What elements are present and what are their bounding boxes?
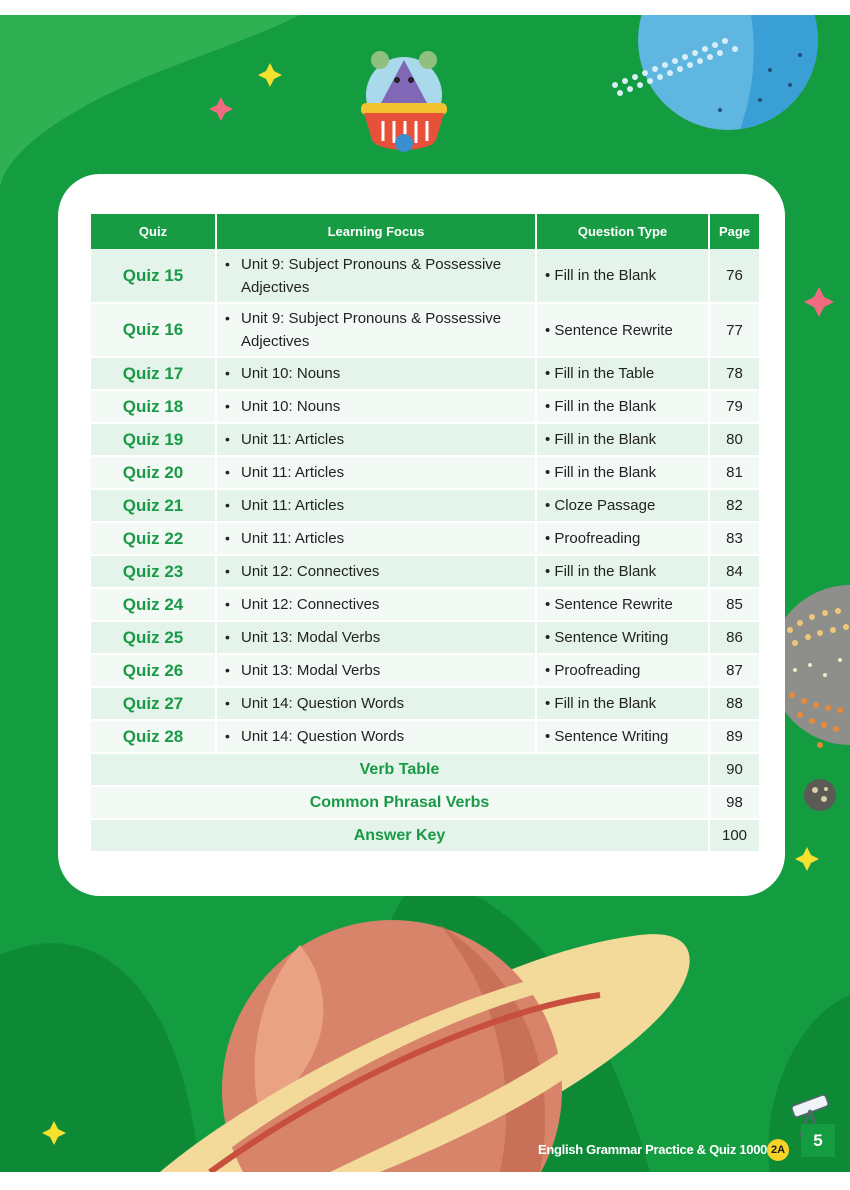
header-learning-focus: Learning Focus <box>216 214 536 249</box>
learning-focus: • Unit 13: Modal Verbs <box>216 621 536 654</box>
page-number: 83 <box>709 522 759 555</box>
table-row <box>91 390 759 423</box>
learning-focus: • Unit 13: Modal Verbs <box>216 654 536 687</box>
quiz-number: Quiz 22 <box>91 522 216 555</box>
page-number-box: 5 <box>801 1124 835 1157</box>
quiz-number: Quiz 17 <box>91 357 216 390</box>
learning-focus: • Unit 14: Question Words <box>216 720 536 753</box>
table-row <box>91 522 759 555</box>
sparkle-icon <box>804 287 834 317</box>
learning-focus: • Unit 12: Connectives <box>216 588 536 621</box>
quiz-number: Quiz 18 <box>91 390 216 423</box>
question-type: • Fill in the Table <box>536 357 709 390</box>
book-title: English Grammar Practice & Quiz 1000 <box>538 1142 768 1157</box>
page-number: 77 <box>709 303 759 357</box>
question-type: • Fill in the Blank <box>536 423 709 456</box>
table-row <box>91 357 759 390</box>
sparkle-icon <box>209 97 233 121</box>
learning-focus: • Unit 12: Connectives <box>216 555 536 588</box>
quiz-number: Quiz 24 <box>91 588 216 621</box>
table-row <box>91 489 759 522</box>
learning-focus: • Unit 9: Subject Pronouns & Possessive Adjectives <box>216 303 536 357</box>
table-row <box>91 621 759 654</box>
question-type: • Proofreading <box>536 654 709 687</box>
table-row <box>91 303 759 357</box>
page-number: 87 <box>709 654 759 687</box>
table-row <box>91 249 759 303</box>
learning-focus: • Unit 9: Subject Pronouns & Possessive Adjectives <box>216 249 536 303</box>
question-type: • Sentence Rewrite <box>536 303 709 357</box>
table-row <box>91 555 759 588</box>
table-row <box>91 456 759 489</box>
table-row <box>91 753 759 786</box>
page-number: 81 <box>709 456 759 489</box>
page-number: 82 <box>709 489 759 522</box>
quiz-number: Quiz 28 <box>91 720 216 753</box>
question-type: • Fill in the Blank <box>536 390 709 423</box>
page-number: 89 <box>709 720 759 753</box>
page-number: 88 <box>709 687 759 720</box>
question-type: • Sentence Rewrite <box>536 588 709 621</box>
question-type: • Fill in the Blank <box>536 687 709 720</box>
alien-mascot-icon <box>361 51 447 152</box>
table-header-row <box>91 214 759 249</box>
learning-focus: • Unit 10: Nouns <box>216 390 536 423</box>
header-question-type: Question Type <box>536 214 709 249</box>
question-type: • Cloze Passage <box>536 489 709 522</box>
quiz-number: Quiz 19 <box>91 423 216 456</box>
planet-icon <box>612 15 818 130</box>
learning-focus: • Unit 11: Articles <box>216 423 536 456</box>
moon-icon <box>804 779 836 811</box>
question-type: • Sentence Writing <box>536 621 709 654</box>
header-page: Page <box>709 214 759 249</box>
learning-focus: • Unit 14: Question Words <box>216 687 536 720</box>
page-number: 85 <box>709 588 759 621</box>
quiz-number: Quiz 15 <box>91 249 216 303</box>
page-number: 84 <box>709 555 759 588</box>
page-number: 90 <box>709 753 759 786</box>
learning-focus: • Unit 11: Articles <box>216 456 536 489</box>
quiz-number: Quiz 16 <box>91 303 216 357</box>
quiz-number: Quiz 27 <box>91 687 216 720</box>
page-bottom-margin <box>0 1172 850 1190</box>
question-type: • Proofreading <box>536 522 709 555</box>
table-row <box>91 588 759 621</box>
question-type: • Fill in the Blank <box>536 555 709 588</box>
sparkle-icon <box>258 63 282 87</box>
sparkle-icon <box>795 847 819 871</box>
quiz-number: Quiz 26 <box>91 654 216 687</box>
question-type: • Sentence Writing <box>536 720 709 753</box>
page-number: 79 <box>709 390 759 423</box>
level-badge: 2A <box>767 1139 789 1161</box>
page-number: 80 <box>709 423 759 456</box>
contents-table <box>91 214 759 853</box>
table-row <box>91 654 759 687</box>
question-type: • Fill in the Blank <box>536 456 709 489</box>
page-number: 100 <box>709 819 759 852</box>
page-number: 78 <box>709 357 759 390</box>
learning-focus: • Unit 10: Nouns <box>216 357 536 390</box>
quiz-number: Quiz 20 <box>91 456 216 489</box>
question-type: • Fill in the Blank <box>536 249 709 303</box>
quiz-number: Quiz 23 <box>91 555 216 588</box>
page-number: 76 <box>709 249 759 303</box>
page-number: 86 <box>709 621 759 654</box>
table-row <box>91 687 759 720</box>
table-row <box>91 819 759 852</box>
table-row <box>91 423 759 456</box>
learning-focus: • Unit 11: Articles <box>216 489 536 522</box>
section-verb-table: Verb Table <box>91 753 709 786</box>
section-answer-key: Answer Key <box>91 819 709 852</box>
header-quiz: Quiz <box>91 214 216 249</box>
learning-focus: • Unit 11: Articles <box>216 522 536 555</box>
quiz-number: Quiz 25 <box>91 621 216 654</box>
page-number: 98 <box>709 786 759 819</box>
section-phrasal-verbs: Common Phrasal Verbs <box>91 786 709 819</box>
table-row <box>91 786 759 819</box>
table-row <box>91 720 759 753</box>
quiz-number: Quiz 21 <box>91 489 216 522</box>
